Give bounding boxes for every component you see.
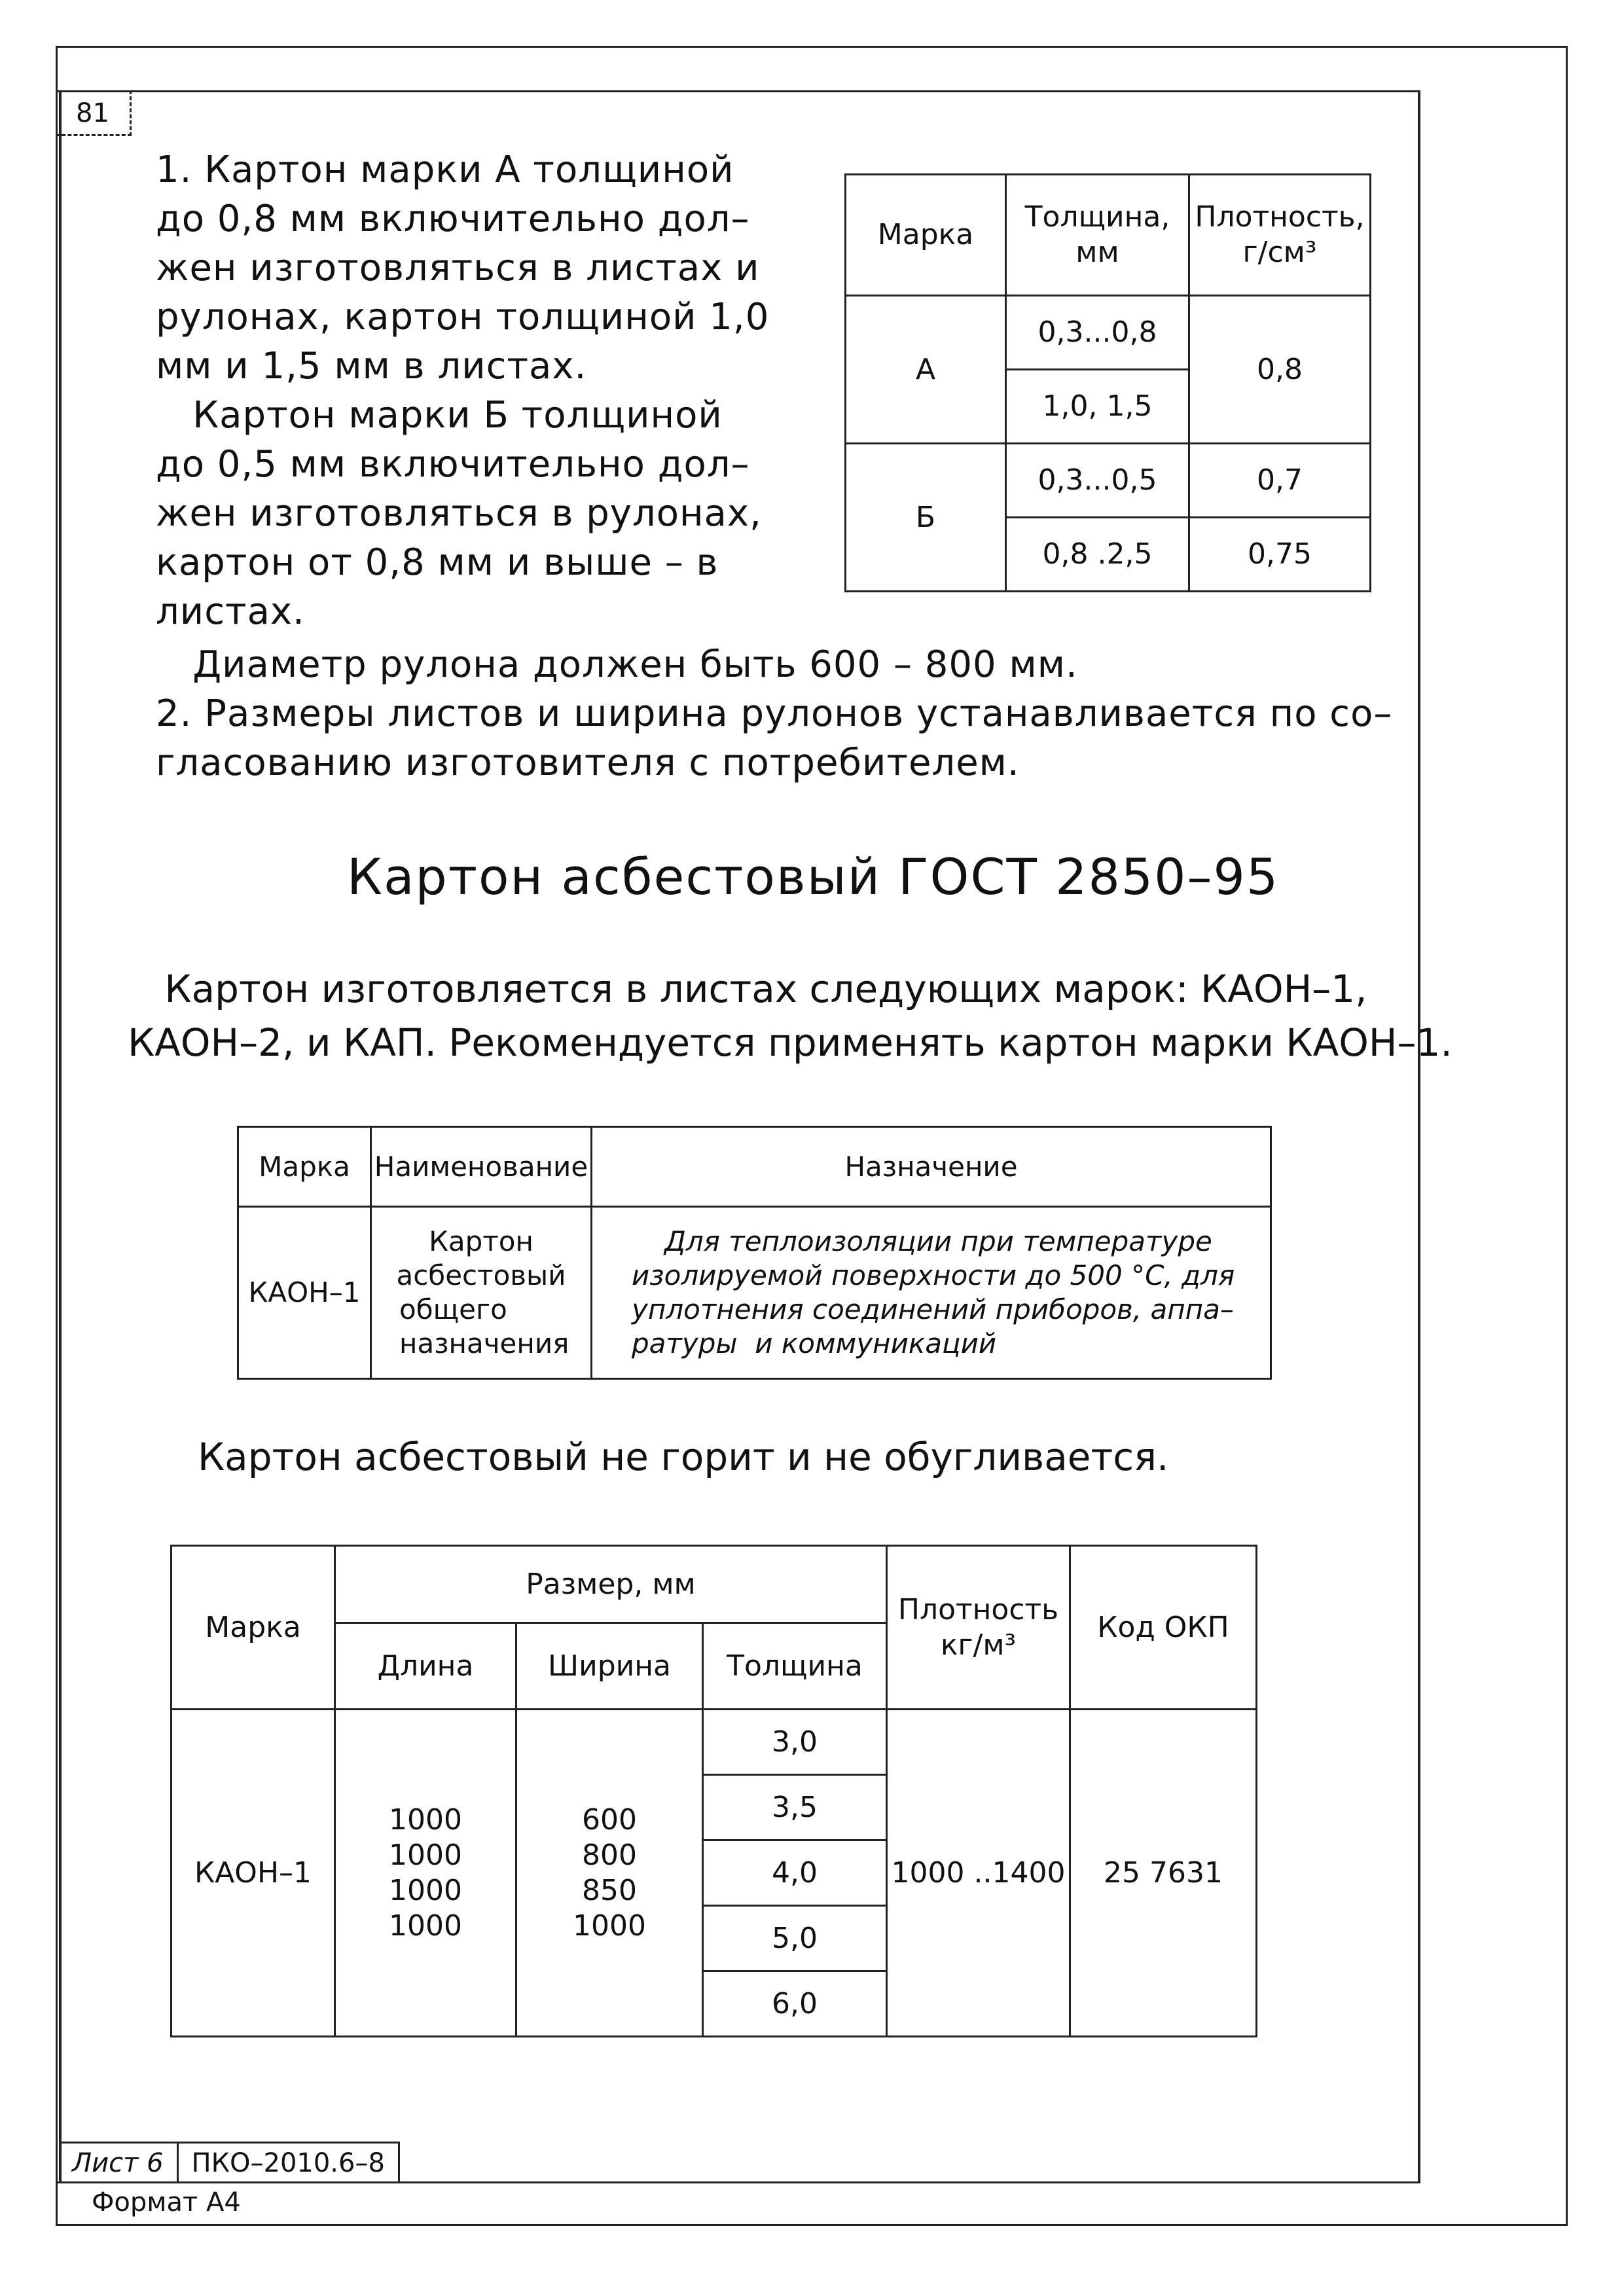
- table3-thickness: 6,0: [703, 1971, 887, 2037]
- outer-frame-bottom: [56, 2224, 1568, 2226]
- table1-cell: 0,3...0,5: [1006, 444, 1189, 518]
- note-line: Картон марки Б толщиной: [156, 394, 723, 437]
- note-line: до 0,5 мм включительно дол–: [156, 443, 750, 486]
- note-line: 2. Размеры листов и ширина рулонов устанавливается по со–: [156, 692, 1393, 735]
- table2-name-line: назначения: [399, 1327, 569, 1359]
- table1-cell: 1,0, 1,5: [1006, 370, 1189, 444]
- table3-mark: КАОН–1: [171, 1710, 335, 2037]
- table2-name-line: асбестовый: [396, 1259, 566, 1291]
- table1-mark-b: Б: [846, 444, 1006, 592]
- note-line: мм и 1,5 мм в листах.: [156, 345, 587, 387]
- stamp-doc: ПКО–2010.6–8: [177, 2144, 398, 2183]
- table1-header-thickness: Толщина, мм: [1006, 175, 1189, 296]
- table1-header-mark: Марка: [846, 175, 1006, 296]
- table2-mark: КАОН–1: [238, 1207, 371, 1379]
- intro-line: КАОН–2, и КАП. Рекомендуется применять картон марки КАОН–1.: [128, 1020, 1453, 1065]
- table2-header-mark: Марка: [238, 1127, 371, 1207]
- marks-table: [237, 1126, 1272, 1380]
- intro: [128, 962, 1453, 1069]
- table3-header-thickness: Толщина: [703, 1623, 887, 1710]
- table1-mark-a: А: [846, 296, 1006, 444]
- table2-purpose: [592, 1207, 1271, 1379]
- table3-length: 1000: [389, 1909, 462, 1943]
- page-number: 81: [56, 90, 132, 136]
- note-line: листах.: [156, 590, 305, 633]
- table3-width: 600: [582, 1803, 637, 1837]
- title-stamp: [59, 2142, 400, 2183]
- note-line: Диаметр рулона должен быть 600 – 800 мм.: [156, 643, 1078, 686]
- table3-length: 1000: [389, 1873, 462, 1907]
- table3-density: 1000 ..1400: [887, 1710, 1070, 2037]
- table1-cell: 0,75: [1189, 518, 1371, 592]
- table3-lengths: [335, 1710, 516, 2037]
- table3-header-density: [887, 1546, 1070, 1710]
- table3-width: 850: [582, 1873, 637, 1907]
- table3-code: 25 7631: [1070, 1710, 1257, 2037]
- stamp-sheet: Лист 6: [72, 2148, 164, 2178]
- table2-name: [371, 1207, 592, 1379]
- table2-purpose-line: Для теплоизоляции при температуре: [664, 1225, 1212, 1257]
- table3-header-size: Размер, мм: [335, 1546, 887, 1623]
- table2-header-name: Наименование: [371, 1127, 592, 1207]
- inner-frame-left: [59, 90, 62, 2183]
- table2-purpose-line: изолируемой поверхности до 500 °С, для: [632, 1259, 1235, 1291]
- table2-purpose-line: уплотнения соединений приборов, аппа–: [632, 1293, 1234, 1325]
- note-line: гласованию изготовителя с потребителем.: [156, 742, 1020, 784]
- table3-header-width: Ширина: [516, 1623, 703, 1710]
- notes-left: [156, 145, 769, 636]
- table3-header-length: Длина: [335, 1623, 516, 1710]
- table3-thickness: 5,0: [703, 1906, 887, 1971]
- table1-header-density: Плотность, г/см³: [1189, 175, 1371, 296]
- table1-cell: 0,7: [1189, 444, 1371, 518]
- table2-header-purpose: Назначение: [592, 1127, 1271, 1207]
- notes-full: [156, 640, 1392, 787]
- table3-thickness: 3,5: [703, 1775, 887, 1840]
- table3-density-label: Плотность: [897, 1592, 1059, 1626]
- table3-thickness: 3,0: [703, 1710, 887, 1775]
- table2-purpose-line: ратуры и коммуникаций: [632, 1327, 997, 1359]
- table1-cell: 0,3...0,8: [1006, 296, 1189, 370]
- note-line: жен изготовляться в рулонах,: [156, 492, 762, 535]
- table2-name-line: общего: [399, 1293, 507, 1325]
- format-label: Формат А4: [92, 2187, 241, 2217]
- table3-widths: [516, 1710, 703, 2037]
- table3-header-mark: Марка: [171, 1546, 335, 1710]
- table3-thickness: 4,0: [703, 1840, 887, 1906]
- table3-header-code: Код ОКП: [1070, 1546, 1257, 1710]
- note-line: жен изготовляться в листах и: [156, 247, 760, 289]
- table3-length: 1000: [389, 1803, 462, 1837]
- intro-line: Картон изготовляется в листах следующих марок: КАОН–1,: [164, 967, 1367, 1011]
- note-line: картон от 0,8 мм и выше – в: [156, 541, 719, 584]
- note-line: 1. Картон марки А толщиной: [156, 149, 734, 191]
- fire-note: Картон асбестовый не горит и не обугливается.: [198, 1435, 1169, 1479]
- section-title: Картон асбестовый ГОСТ 2850–95: [347, 848, 1280, 906]
- note-line: до 0,8 мм включительно дол–: [156, 198, 750, 240]
- note-line: рулонах, картон толщиной 1,0: [156, 296, 770, 338]
- table3-width: 800: [582, 1838, 637, 1872]
- table3-density-unit: кг/м³: [940, 1628, 1017, 1662]
- table2-name-line: Картон: [429, 1225, 533, 1257]
- density-table: [844, 173, 1371, 592]
- table1-density-a: 0,8: [1189, 296, 1371, 444]
- table1-cell: 0,8 .2,5: [1006, 518, 1189, 592]
- sizes-table: [170, 1545, 1257, 2037]
- table3-length: 1000: [389, 1838, 462, 1872]
- table3-width: 1000: [573, 1909, 646, 1943]
